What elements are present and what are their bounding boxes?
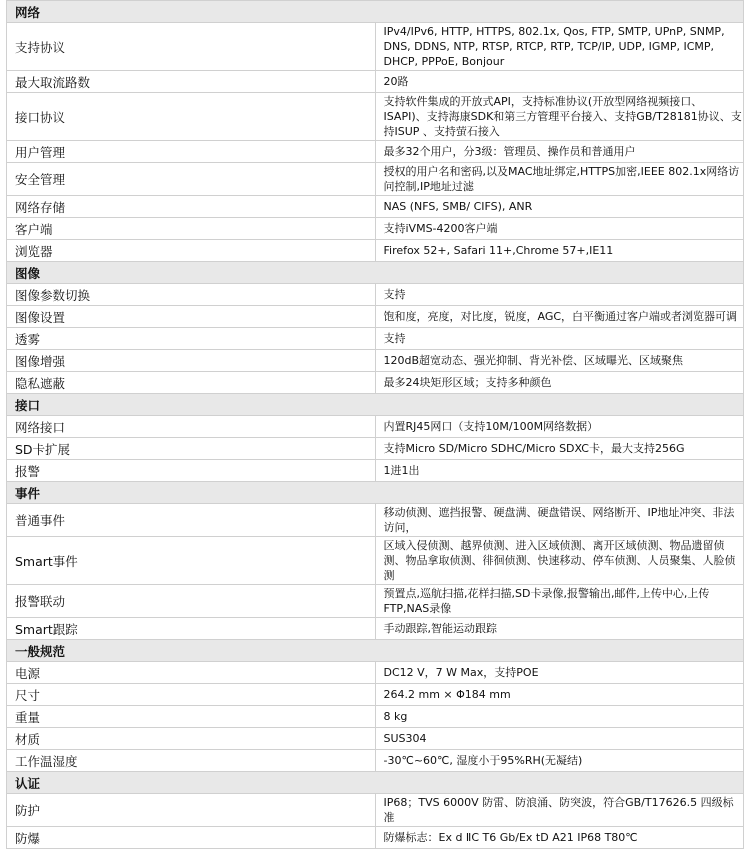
spec-value: 支持软件集成的开放式API，支持标准协议(开放型网络视频接口、ISAPI)、支持海康SDK和第三方管理平台接入、支持GB/T28181协议、支持ISUP 、支持萤石接入 (375, 93, 744, 141)
spec-label: 最大取流路数 (7, 71, 376, 93)
spec-label: 尺寸 (7, 684, 376, 706)
spec-label: 图像参数切换 (7, 284, 376, 306)
spec-value: 20路 (375, 71, 744, 93)
spec-row (7, 537, 744, 585)
section-title: 图像 (7, 262, 744, 284)
spec-label: 网络存储 (7, 196, 376, 218)
spec-row (7, 163, 744, 196)
spec-value: 区域入侵侦测、越界侦测、进入区域侦测、离开区域侦测、物品遗留侦测、物品拿取侦测、徘徊侦测、快速移动、停车侦测、人员聚集、人脸侦测 (375, 537, 744, 585)
spec-value: 移动侦测、遮挡报警、硬盘满、硬盘错误、网络断开、IP地址冲突、非法访问， (375, 504, 744, 537)
spec-row (7, 196, 744, 218)
spec-row (7, 438, 744, 460)
spec-row (7, 23, 744, 71)
spec-label: Smart事件 (7, 537, 376, 585)
section-header (7, 640, 744, 662)
spec-value: 饱和度，亮度，对比度，锐度，AGC，白平衡通过客户端或者浏览器可调 (375, 306, 744, 328)
spec-label: 电源 (7, 662, 376, 684)
spec-value: 手动跟踪,智能运动跟踪 (375, 618, 744, 640)
spec-row (7, 372, 744, 394)
spec-row (7, 728, 744, 750)
spec-value: NAS (NFS, SMB/ CIFS), ANR (375, 196, 744, 218)
spec-label: 图像设置 (7, 306, 376, 328)
spec-row (7, 794, 744, 827)
spec-row (7, 460, 744, 482)
spec-label: 工作温湿度 (7, 750, 376, 772)
spec-row (7, 585, 744, 618)
spec-label: 防爆 (7, 827, 376, 849)
spec-label: 重量 (7, 706, 376, 728)
section-title: 认证 (7, 772, 744, 794)
section-title: 接口 (7, 394, 744, 416)
spec-value: 264.2 mm × Φ184 mm (375, 684, 744, 706)
spec-value: -30℃~60℃, 湿度小于95%RH(无凝结) (375, 750, 744, 772)
spec-row (7, 416, 744, 438)
spec-label: 图像增强 (7, 350, 376, 372)
spec-value: 授权的用户名和密码,以及MAC地址绑定,HTTPS加密,IEEE 802.1x网络访问控制,IP地址过滤 (375, 163, 744, 196)
spec-row (7, 284, 744, 306)
spec-row (7, 306, 744, 328)
spec-value: 支持 (375, 284, 744, 306)
spec-value: 内置RJ45网口（支持10M/100M网络数据） (375, 416, 744, 438)
spec-value: 支持Micro SD/Micro SDHC/Micro SDXC卡，最大支持256G (375, 438, 744, 460)
spec-value: 8 kg (375, 706, 744, 728)
section-title: 一般规范 (7, 640, 744, 662)
spec-value: IP68；TVS 6000V 防雷、防浪涌、防突波，符合GB/T17626.5 四级标准 (375, 794, 744, 827)
spec-row (7, 706, 744, 728)
spec-label: 普通事件 (7, 504, 376, 537)
spec-value: 防爆标志：Ex d ⅡC T6 Gb/Ex tD A21 IP68 T80℃ (375, 827, 744, 849)
spec-value: Firefox 52+, Safari 11+,Chrome 57+,IE11 (375, 240, 744, 262)
spec-table (6, 0, 744, 849)
spec-value: 预置点,巡航扫描,花样扫描,SD卡录像,报警输出,邮件,上传中心,上传FTP,NAS录像 (375, 585, 744, 618)
spec-row (7, 504, 744, 537)
spec-label: 支持协议 (7, 23, 376, 71)
spec-label: 网络接口 (7, 416, 376, 438)
section-header (7, 394, 744, 416)
spec-row (7, 71, 744, 93)
spec-row (7, 218, 744, 240)
spec-value: 1进1出 (375, 460, 744, 482)
spec-row (7, 141, 744, 163)
spec-row (7, 662, 744, 684)
spec-value: DC12 V，7 W Max，支持POE (375, 662, 744, 684)
section-title: 事件 (7, 482, 744, 504)
spec-label: 透雾 (7, 328, 376, 350)
section-header (7, 262, 744, 284)
spec-label: 报警 (7, 460, 376, 482)
spec-row (7, 93, 744, 141)
section-header (7, 1, 744, 23)
spec-label: 安全管理 (7, 163, 376, 196)
spec-value: IPv4/IPv6, HTTP, HTTPS, 802.1x, Qos, FTP, SMTP, UPnP, SNMP, DNS, DDNS, NTP, RTSP, RTCP, RTP, TCP/IP, UDP, IGMP, ICMP, DHCP, PPPoE, Bonjour (375, 23, 744, 71)
spec-label: SD卡扩展 (7, 438, 376, 460)
spec-table-body (7, 1, 744, 849)
spec-label: 隐私遮蔽 (7, 372, 376, 394)
spec-value: 支持 (375, 328, 744, 350)
spec-row (7, 240, 744, 262)
spec-label: 用户管理 (7, 141, 376, 163)
spec-row (7, 684, 744, 706)
spec-label: Smart跟踪 (7, 618, 376, 640)
spec-row (7, 328, 744, 350)
spec-label: 防护 (7, 794, 376, 827)
spec-label: 报警联动 (7, 585, 376, 618)
spec-value: 最多24块矩形区域；支持多种颜色 (375, 372, 744, 394)
spec-row (7, 750, 744, 772)
spec-label: 接口协议 (7, 93, 376, 141)
spec-value: 最多32个用户，分3级：管理员、操作员和普通用户 (375, 141, 744, 163)
spec-row (7, 618, 744, 640)
spec-row (7, 827, 744, 849)
spec-value: SUS304 (375, 728, 744, 750)
spec-value: 支持iVMS-4200客户端 (375, 218, 744, 240)
spec-value: 120dB超宽动态、强光抑制、背光补偿、区域曝光、区域聚焦 (375, 350, 744, 372)
spec-row (7, 350, 744, 372)
section-title: 网络 (7, 1, 744, 23)
section-header (7, 772, 744, 794)
section-header (7, 482, 744, 504)
spec-label: 浏览器 (7, 240, 376, 262)
spec-table-container (6, 0, 744, 849)
spec-label: 材质 (7, 728, 376, 750)
spec-label: 客户端 (7, 218, 376, 240)
